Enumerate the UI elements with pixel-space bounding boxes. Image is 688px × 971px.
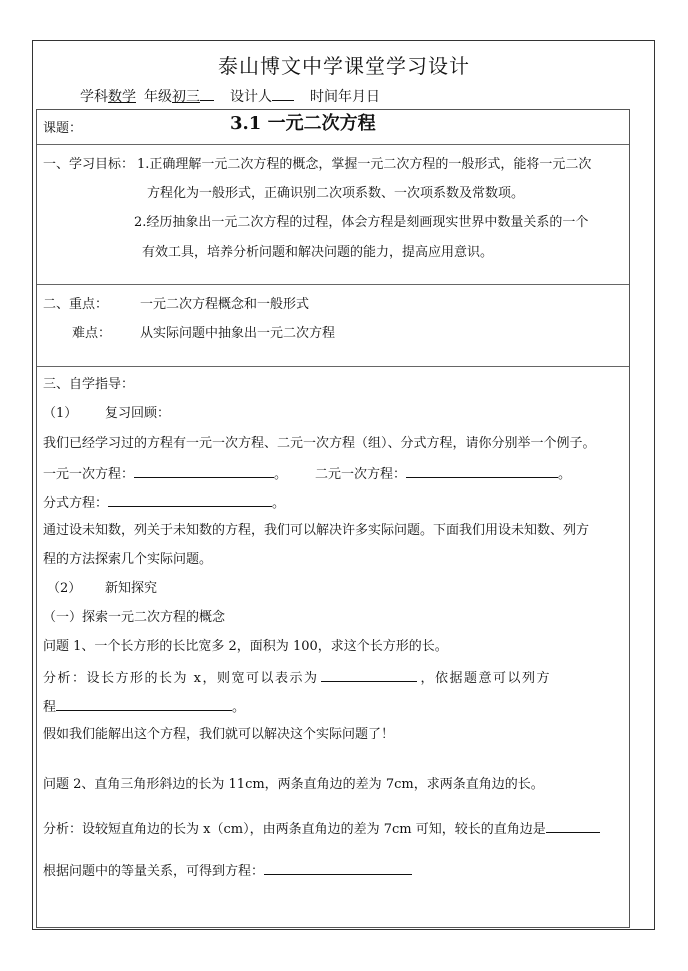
objective-2-line-2: 有效工具，培养分析问题和解决问题的能力，提高应用意识。 [142, 245, 494, 260]
objective-1-line-2: 方程化为一般形式，正确识别二次项系数、一次项系数及常数项。 [147, 186, 525, 201]
linear-equation-label: 一元一次方程： [43, 467, 135, 482]
linear-equation-row [43, 465, 287, 483]
binary-equation-row [315, 465, 571, 483]
key-point-label: 二、重点： [43, 297, 109, 312]
grade-underline [200, 88, 214, 101]
analysis-text-c: 程 [43, 700, 57, 715]
analysis-text-b: ，依据题意可以列方 [420, 671, 551, 686]
objectives-heading: 一、学习目标： [43, 157, 135, 172]
width-expression-blank [321, 669, 417, 682]
review-text: 我们已经学习过的方程有一元一次方程、二元一次方程（组）、分式方程，请你分别举一个例子。 [43, 436, 596, 451]
period: 。 [558, 467, 572, 482]
row-divider [37, 366, 629, 367]
problem-1-conclusion: 假如我们能解出这个方程，我们就可以解决这个实际问题了！ [43, 727, 395, 742]
subject-value: 数学 [108, 89, 136, 105]
grade-value: 初三 [172, 89, 200, 105]
problem-2-analysis [43, 820, 600, 838]
designer-label: 设计人 [230, 89, 272, 105]
fraction-equation-label: 分式方程： [43, 496, 109, 511]
problem-2-equation-row [43, 862, 412, 880]
problem-2-analysis-text: 分析：设较短直角边的长为 x（cm），由两条直角边的差为 7cm 可知，较长的直角边是 [43, 822, 546, 837]
objective-1-line-1: 1.正确理解一元二次方程的概念，掌握一元二次方程的一般形式，能将一元二次 [137, 157, 592, 172]
designer-blank [272, 88, 294, 101]
new-knowledge-title: 新知探究 [105, 581, 158, 596]
problem-1-equation-row [43, 698, 245, 716]
key-point-text: 一元二次方程概念和一般形式 [140, 297, 310, 312]
objective-2-line-1: 2.经历抽象出一元二次方程的过程，体会方程是刻画现实世界中数量关系的一个 [134, 215, 589, 230]
difficulty-text: 从实际问题中抽象出一元二次方程 [140, 326, 336, 341]
page-title: 泰山博文中学课堂学习设计 [218, 54, 470, 78]
new-knowledge-number: （2） [47, 581, 82, 596]
period: 。 [232, 700, 246, 715]
problem-1-equation-blank [56, 698, 232, 711]
guide-heading: 三、自学指导： [43, 377, 135, 392]
problem-1: 问题 1、一个长方形的长比宽多 2，面积为 100，求这个长方形的长。 [43, 639, 448, 654]
problem-2-equation-label: 根据问题中的等量关系，可得到方程： [43, 864, 265, 879]
intro-line-1: 通过设未知数，列关于未知数的方程，我们可以解决许多实际问题。下面我们用设未知数、列方 [43, 523, 590, 538]
lesson-label: 课题： [43, 121, 83, 136]
binary-equation-blank [406, 465, 558, 478]
problem-2-equation-blank [264, 862, 412, 875]
problem-1-analysis [43, 669, 551, 687]
grade-label: 年级 [144, 89, 172, 105]
date-label: 时间年月日 [310, 89, 380, 105]
period: 。 [272, 496, 286, 511]
problem-2: 问题 2、直角三角形斜边的长为 11cm，两条直角边的差为 7cm，求两条直角边的长。 [43, 777, 544, 792]
lesson-title: 3.1 一元二次方程 [230, 113, 376, 134]
binary-equation-label: 二元一次方程： [315, 467, 407, 482]
longer-leg-blank [546, 820, 600, 833]
analysis-text-a: 分析：设长方形的长为 x，则宽可以表示为 [43, 671, 319, 686]
row-divider [37, 284, 629, 285]
meta-line [80, 86, 380, 106]
fraction-equation-blank [108, 494, 272, 507]
period: 。 [274, 467, 288, 482]
fraction-equation-row [43, 494, 285, 512]
linear-equation-blank [134, 465, 274, 478]
subject-label: 学科 [80, 89, 108, 105]
review-title: 复习回顾： [105, 406, 171, 421]
row-divider [37, 144, 629, 145]
lesson-table [36, 109, 630, 928]
explore-title: （一）探索一元二次方程的概念 [43, 610, 226, 625]
difficulty-label: 难点： [72, 326, 112, 341]
review-number: （1） [43, 406, 78, 421]
intro-line-2: 程的方法探索几个实际问题。 [43, 552, 213, 567]
